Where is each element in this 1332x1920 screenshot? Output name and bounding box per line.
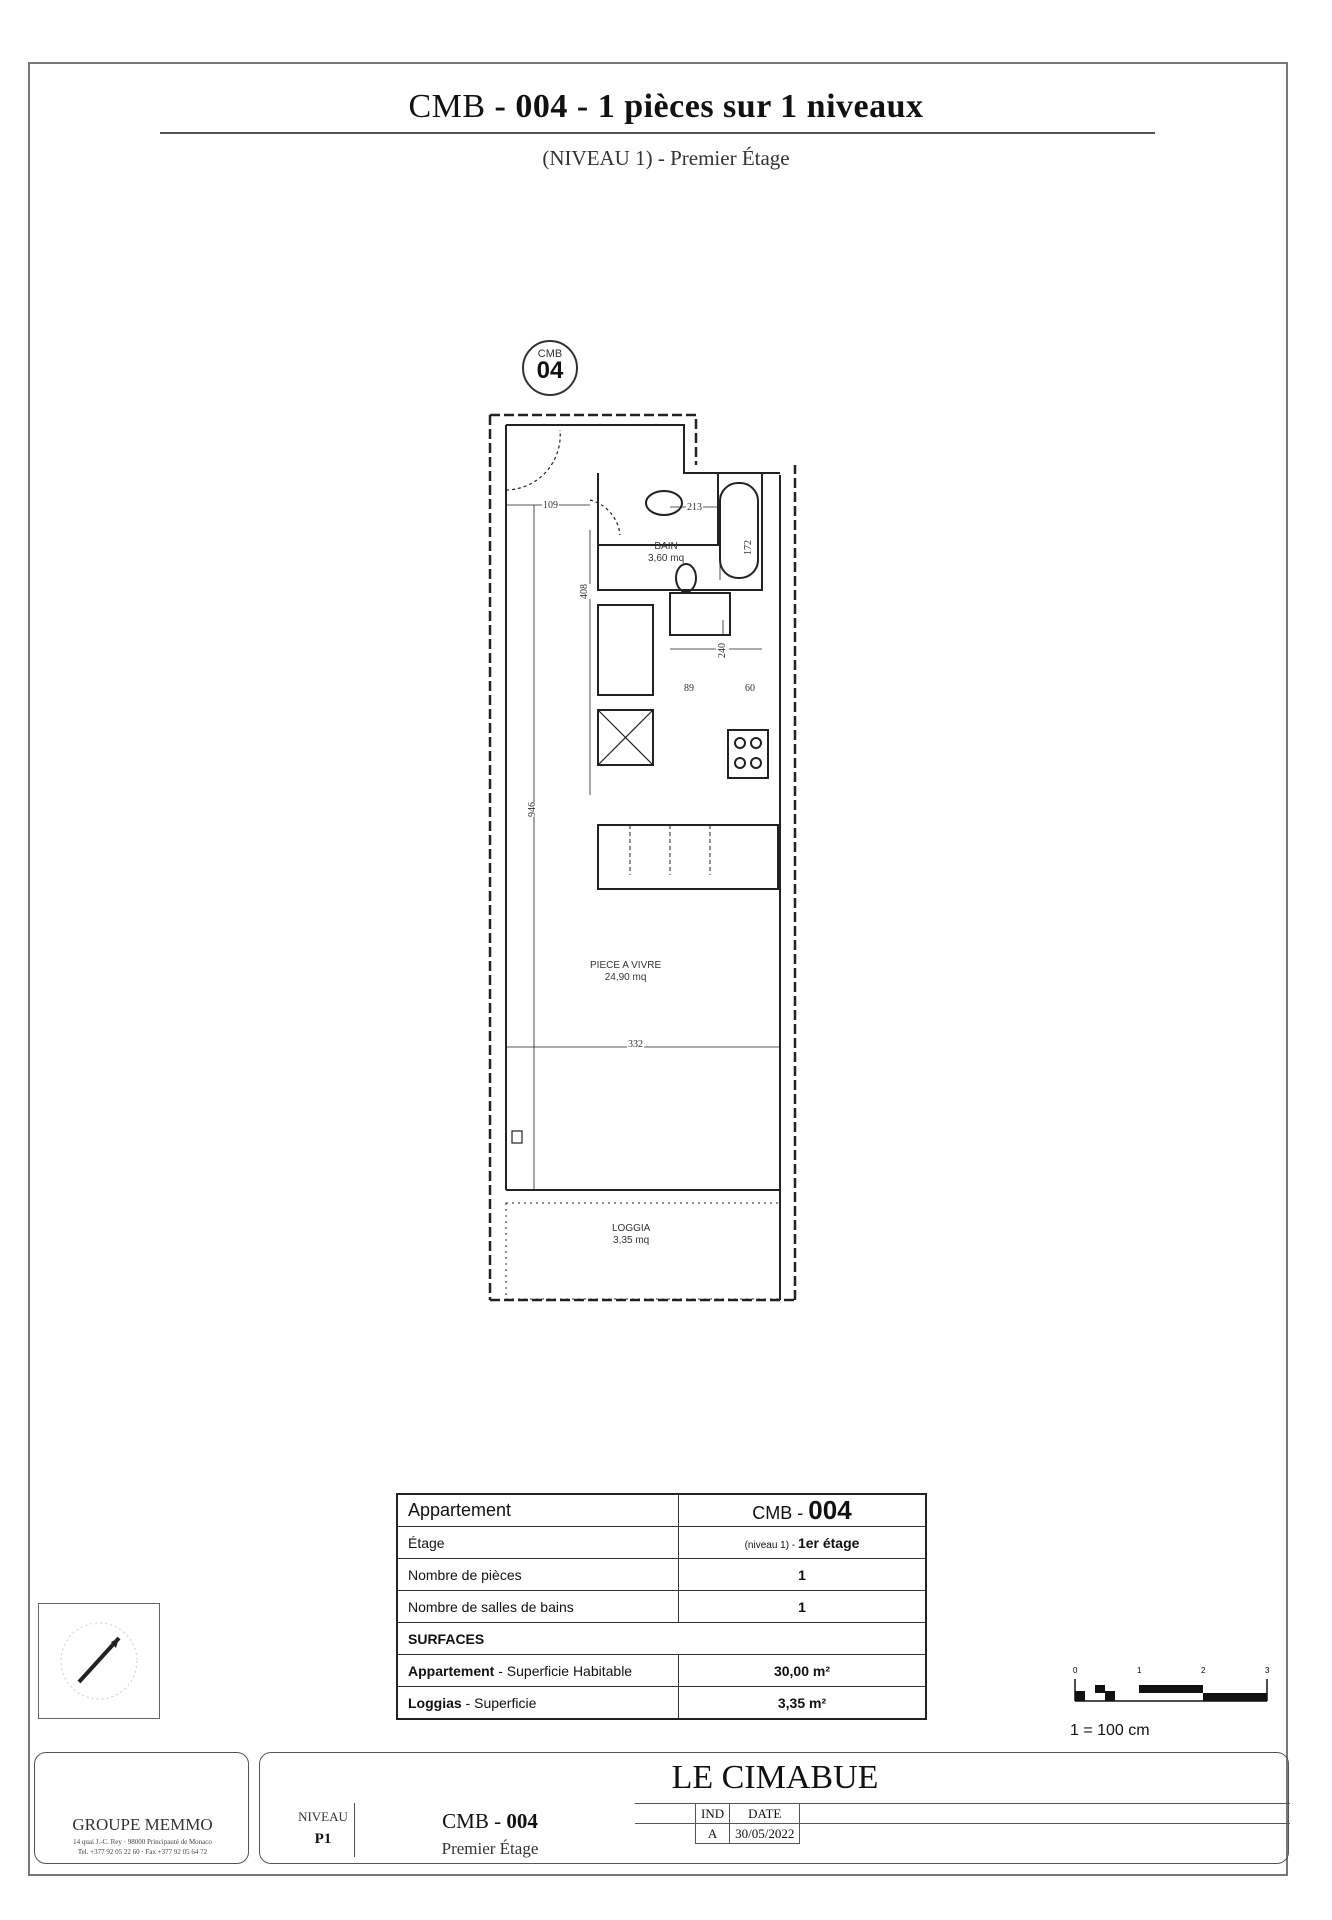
project-box (259, 1752, 1289, 1864)
revision-table (695, 1803, 800, 1844)
loggias-rest: - Superficie (461, 1694, 537, 1711)
room-living-area: 24,90 mq (604, 972, 647, 983)
room-loggia (612, 1223, 650, 1247)
badge-number: 04 (536, 357, 564, 384)
scale-tick-0: 0 (1073, 1666, 1078, 1675)
dim-89: 89 (684, 683, 694, 694)
rev-header-date: DATE (730, 1804, 800, 1824)
dim-172: 172 (743, 540, 754, 555)
scale-tick-1: 1 (1137, 1666, 1142, 1675)
dim-240: 240 (717, 643, 728, 658)
badge-prefix: CMB (537, 348, 563, 360)
title-sep: - (485, 88, 516, 125)
footer-code (360, 1809, 620, 1834)
rev-index: A (696, 1824, 730, 1844)
company-box (34, 1752, 249, 1864)
etage-label: Étage (397, 1527, 679, 1559)
room-loggia-name: LOGGIA (612, 1223, 651, 1234)
page-title (0, 88, 1332, 126)
room-bain-area: 3,60 mq (648, 553, 685, 564)
table-row (397, 1559, 926, 1591)
rev-date: 30/05/2022 (730, 1824, 800, 1844)
sdb-label: Nombre de salles de bains (397, 1591, 679, 1623)
table-row (397, 1655, 926, 1687)
pieces-value: 1 (679, 1559, 927, 1591)
appartement-code (679, 1494, 927, 1527)
dim-109: 109 (543, 500, 558, 511)
etage-value (679, 1527, 927, 1559)
room-living (590, 960, 661, 984)
page-subtitle: (NIVEAU 1) - Premier Étage (542, 146, 790, 170)
sdb-value: 1 (679, 1591, 927, 1623)
footer-code-number: 004 (506, 1809, 538, 1833)
appartement-label: Appartement (397, 1494, 679, 1527)
scale-tick-3: 3 (1265, 1666, 1270, 1675)
room-bain-name: BAIN (654, 541, 678, 552)
floor-plan (470, 335, 810, 1325)
title-block (34, 1752, 1289, 1872)
dim-946: 946 (527, 802, 538, 817)
unit-info-table (396, 1493, 927, 1720)
dim-60: 60 (745, 683, 755, 694)
surface-appartement-value: 30,00 m² (679, 1655, 927, 1687)
scale-label: 1 = 100 cm (1070, 1722, 1150, 1739)
etage-text: 1er étage (797, 1534, 860, 1551)
company-address-line1: 14 quai J.-C. Rey · 98000 Principauté de Monaco (73, 1838, 212, 1846)
niveau-label: NIVEAU (298, 1809, 348, 1824)
pieces-label: Nombre de pièces (397, 1559, 679, 1591)
etage-note: (niveau 1) - (744, 1539, 798, 1551)
room-bain (648, 541, 684, 565)
table-row (397, 1591, 926, 1623)
surface-loggias-value: 3,35 m² (679, 1687, 927, 1720)
title-rule (160, 132, 1155, 134)
table-row (397, 1527, 926, 1559)
surface-appartement-label (397, 1655, 679, 1687)
room-living-name: PIECE A VIVRE (590, 960, 662, 971)
dim-408: 408 (579, 584, 590, 599)
table-row (696, 1804, 800, 1824)
company-name: GROUPE MEMMO (72, 1815, 213, 1834)
room-loggia-area: 3,35 mq (613, 1235, 650, 1246)
project-name: LE CIMABUE (671, 1759, 879, 1796)
surface-app-bold: Appartement (408, 1662, 495, 1679)
company-address-line2: Tel. +377 92 05 22 60 · Fax +377 92 05 64 72 (77, 1848, 208, 1856)
appartement-number: 004 (808, 1495, 852, 1525)
dim-213: 213 (687, 502, 702, 513)
footer-code-prefix: CMB - (442, 1809, 507, 1833)
title-code: CMB (408, 88, 486, 125)
company-address (39, 1837, 246, 1857)
table-row (397, 1494, 926, 1527)
niveau-cell (292, 1803, 355, 1857)
niveau-value: P1 (314, 1831, 332, 1847)
dim-332: 332 (628, 1039, 643, 1050)
north-compass (38, 1603, 160, 1719)
compass-arrow-icon (39, 1604, 159, 1718)
title-rest: - 1 pièces sur 1 niveaux (567, 88, 924, 125)
surfaces-heading: SURFACES (397, 1623, 926, 1655)
loggias-bold: Loggias (408, 1694, 462, 1711)
table-row (696, 1824, 800, 1844)
table-row (397, 1623, 926, 1655)
surface-app-rest: - Superficie Habitable (494, 1662, 633, 1679)
surface-loggias-label (397, 1687, 679, 1720)
table-row (397, 1687, 926, 1720)
title-num: 004 (515, 88, 568, 125)
scale-tick-2: 2 (1201, 1666, 1206, 1675)
unit-badge (522, 340, 578, 396)
appartement-prefix: CMB - (752, 1503, 809, 1523)
rev-header-ind: IND (696, 1804, 730, 1824)
footer-etage: Premier Étage (441, 1839, 539, 1858)
